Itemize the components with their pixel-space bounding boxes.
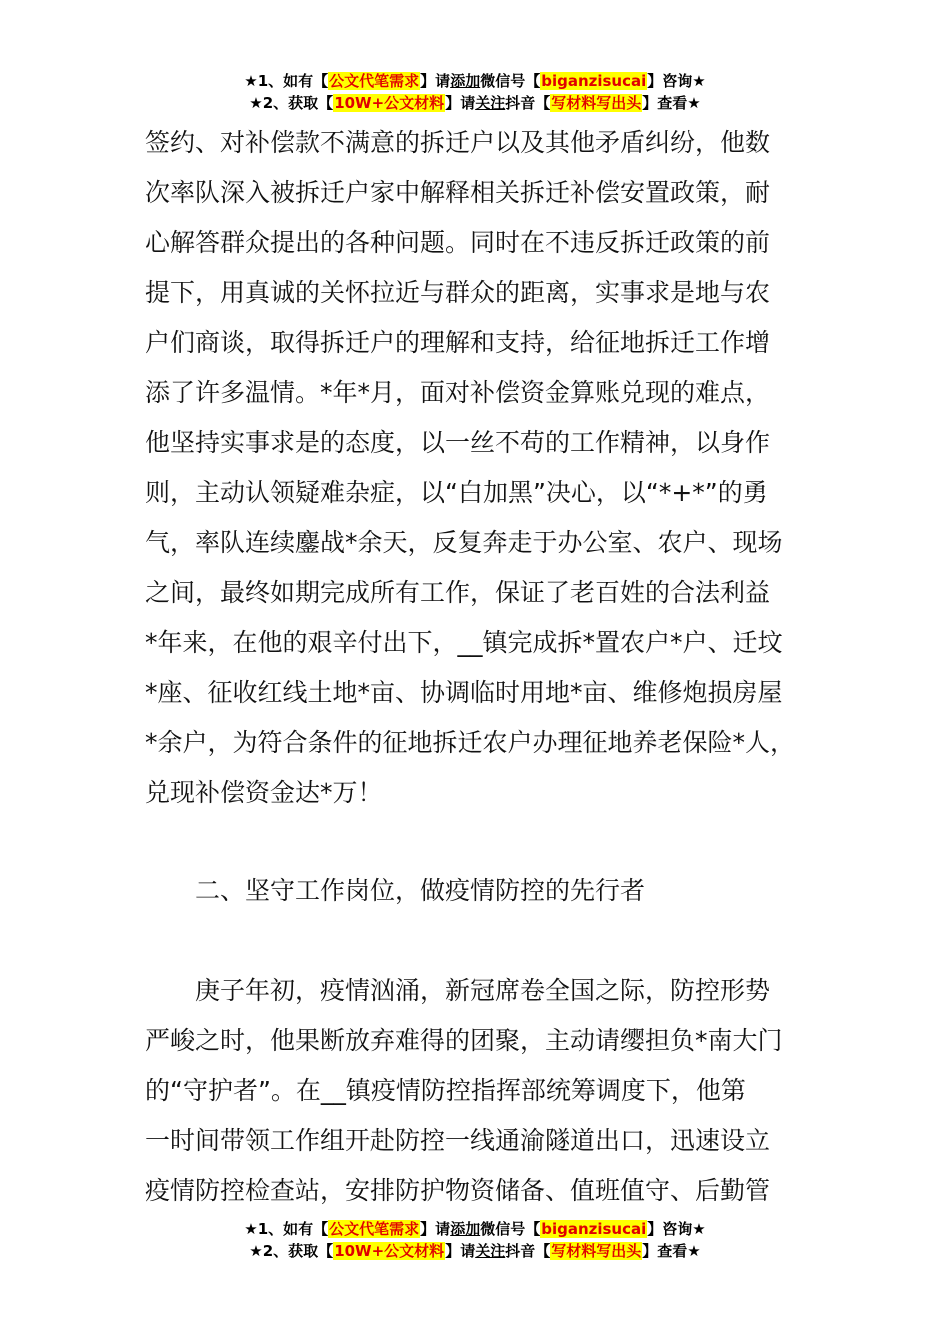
- banner-text: ★2、获取【: [249, 1242, 334, 1260]
- header-banner: [0, 70, 950, 114]
- text-line: 次率队深入被拆迁户家中解释相关拆迁补偿安置政策，耐: [145, 178, 771, 207]
- text-line: 则，主动认领疑难杂症，以“白加黑”决心，以“*+*”的勇: [145, 478, 768, 507]
- text-line: 之间，最终如期完成所有工作，保证了老百姓的合法利益: [145, 578, 771, 607]
- banner-text: ★1、如有【: [244, 72, 329, 90]
- banner-text: 】咨询★: [647, 72, 706, 90]
- banner-text: 】咨询★: [647, 1220, 706, 1238]
- banner-text: 】请: [420, 1220, 451, 1238]
- text-line: 添了许多温情。*年*月，面对补偿资金算账兑现的难点，: [145, 378, 771, 407]
- banner-text: 】请: [420, 72, 451, 90]
- paragraph-2: [145, 966, 835, 1216]
- banner-text: 】请: [445, 94, 476, 112]
- text-line: 一时间带领工作组开赴防控一线通渝隧道出口，迅速设立: [145, 1126, 771, 1155]
- banner-text: ★1、如有【: [244, 1220, 329, 1238]
- banner-highlight: biganzisucai: [541, 1220, 647, 1238]
- text-line: 户们商谈，取得拆迁户的理解和支持，给征地拆迁工作增: [145, 328, 771, 357]
- banner-highlight: 10W+公文材料: [334, 1242, 445, 1260]
- banner-highlight: 写材料写出头: [551, 1242, 642, 1260]
- text-line: *年来，在他的艰辛付出下，__镇完成拆*置农户*户、迁坟: [145, 628, 783, 657]
- text-line: 严峻之时，他果断放弃难得的团聚，主动请缨担负*南大门: [145, 1026, 783, 1055]
- banner-text: 抖音【: [505, 1242, 551, 1260]
- banner-text: 微信号【: [480, 72, 541, 90]
- banner-highlight: 公文代笔需求: [329, 72, 420, 90]
- banner-text: ★2、获取【: [249, 94, 334, 112]
- footer-banner: [0, 1218, 950, 1262]
- banner-text: 】查看★: [642, 1242, 701, 1260]
- text-line: 的“守护者”。在__镇疫情防控指挥部统筹调度下，他第: [145, 1076, 746, 1105]
- text-line: 兑现补偿资金达*万！: [145, 778, 383, 807]
- text-line: *余户，为符合条件的征地拆迁农户办理征地养老保险*人，: [145, 728, 796, 757]
- banner-highlight: 写材料写出头: [551, 94, 642, 112]
- banner-text: 微信号【: [480, 1220, 541, 1238]
- banner-underline: 添加: [450, 72, 481, 90]
- banner-highlight: 公文代笔需求: [329, 1220, 420, 1238]
- text-line: 庚子年初，疫情汹涌，新冠席卷全国之际，防控形势: [145, 976, 771, 1005]
- text-line: 签约、对补偿款不满意的拆迁户以及其他矛盾纠纷，他数: [145, 128, 771, 157]
- banner-text: 】查看★: [642, 94, 701, 112]
- section-heading: [145, 866, 835, 916]
- banner-highlight: biganzisucai: [541, 72, 647, 90]
- text-line: 气，率队连续鏖战*余天，反复奔走于办公室、农户、现场: [145, 528, 783, 557]
- heading-text: 二、坚守工作岗位，做疫情防控的先行者: [195, 876, 646, 905]
- banner-line-1: [0, 70, 950, 92]
- text-line: 疫情防控检查站，安排防护物资储备、值班值守、后勤管: [145, 1176, 771, 1205]
- banner-underline: 添加: [450, 1220, 481, 1238]
- text-line: 提下，用真诚的关怀拉近与群众的距离，实事求是地与农: [145, 278, 771, 307]
- text-line: *座、征收红线土地*亩、协调临时用地*亩、维修炮损房屋: [145, 678, 783, 707]
- text-line: 心解答群众提出的各种问题。同时在不违反拆迁政策的前: [145, 228, 771, 257]
- banner-line-2: [0, 92, 950, 114]
- banner-underline: 关注: [475, 1242, 506, 1260]
- banner-text: 】请: [445, 1242, 476, 1260]
- banner-underline: 关注: [475, 94, 506, 112]
- paragraph-1: [145, 118, 835, 818]
- banner-text: 抖音【: [505, 94, 551, 112]
- banner-line-1: [0, 1218, 950, 1240]
- text-line: 他坚持实事求是的态度，以一丝不苟的工作精神，以身作: [145, 428, 771, 457]
- banner-line-2: [0, 1240, 950, 1262]
- banner-highlight: 10W+公文材料: [334, 94, 445, 112]
